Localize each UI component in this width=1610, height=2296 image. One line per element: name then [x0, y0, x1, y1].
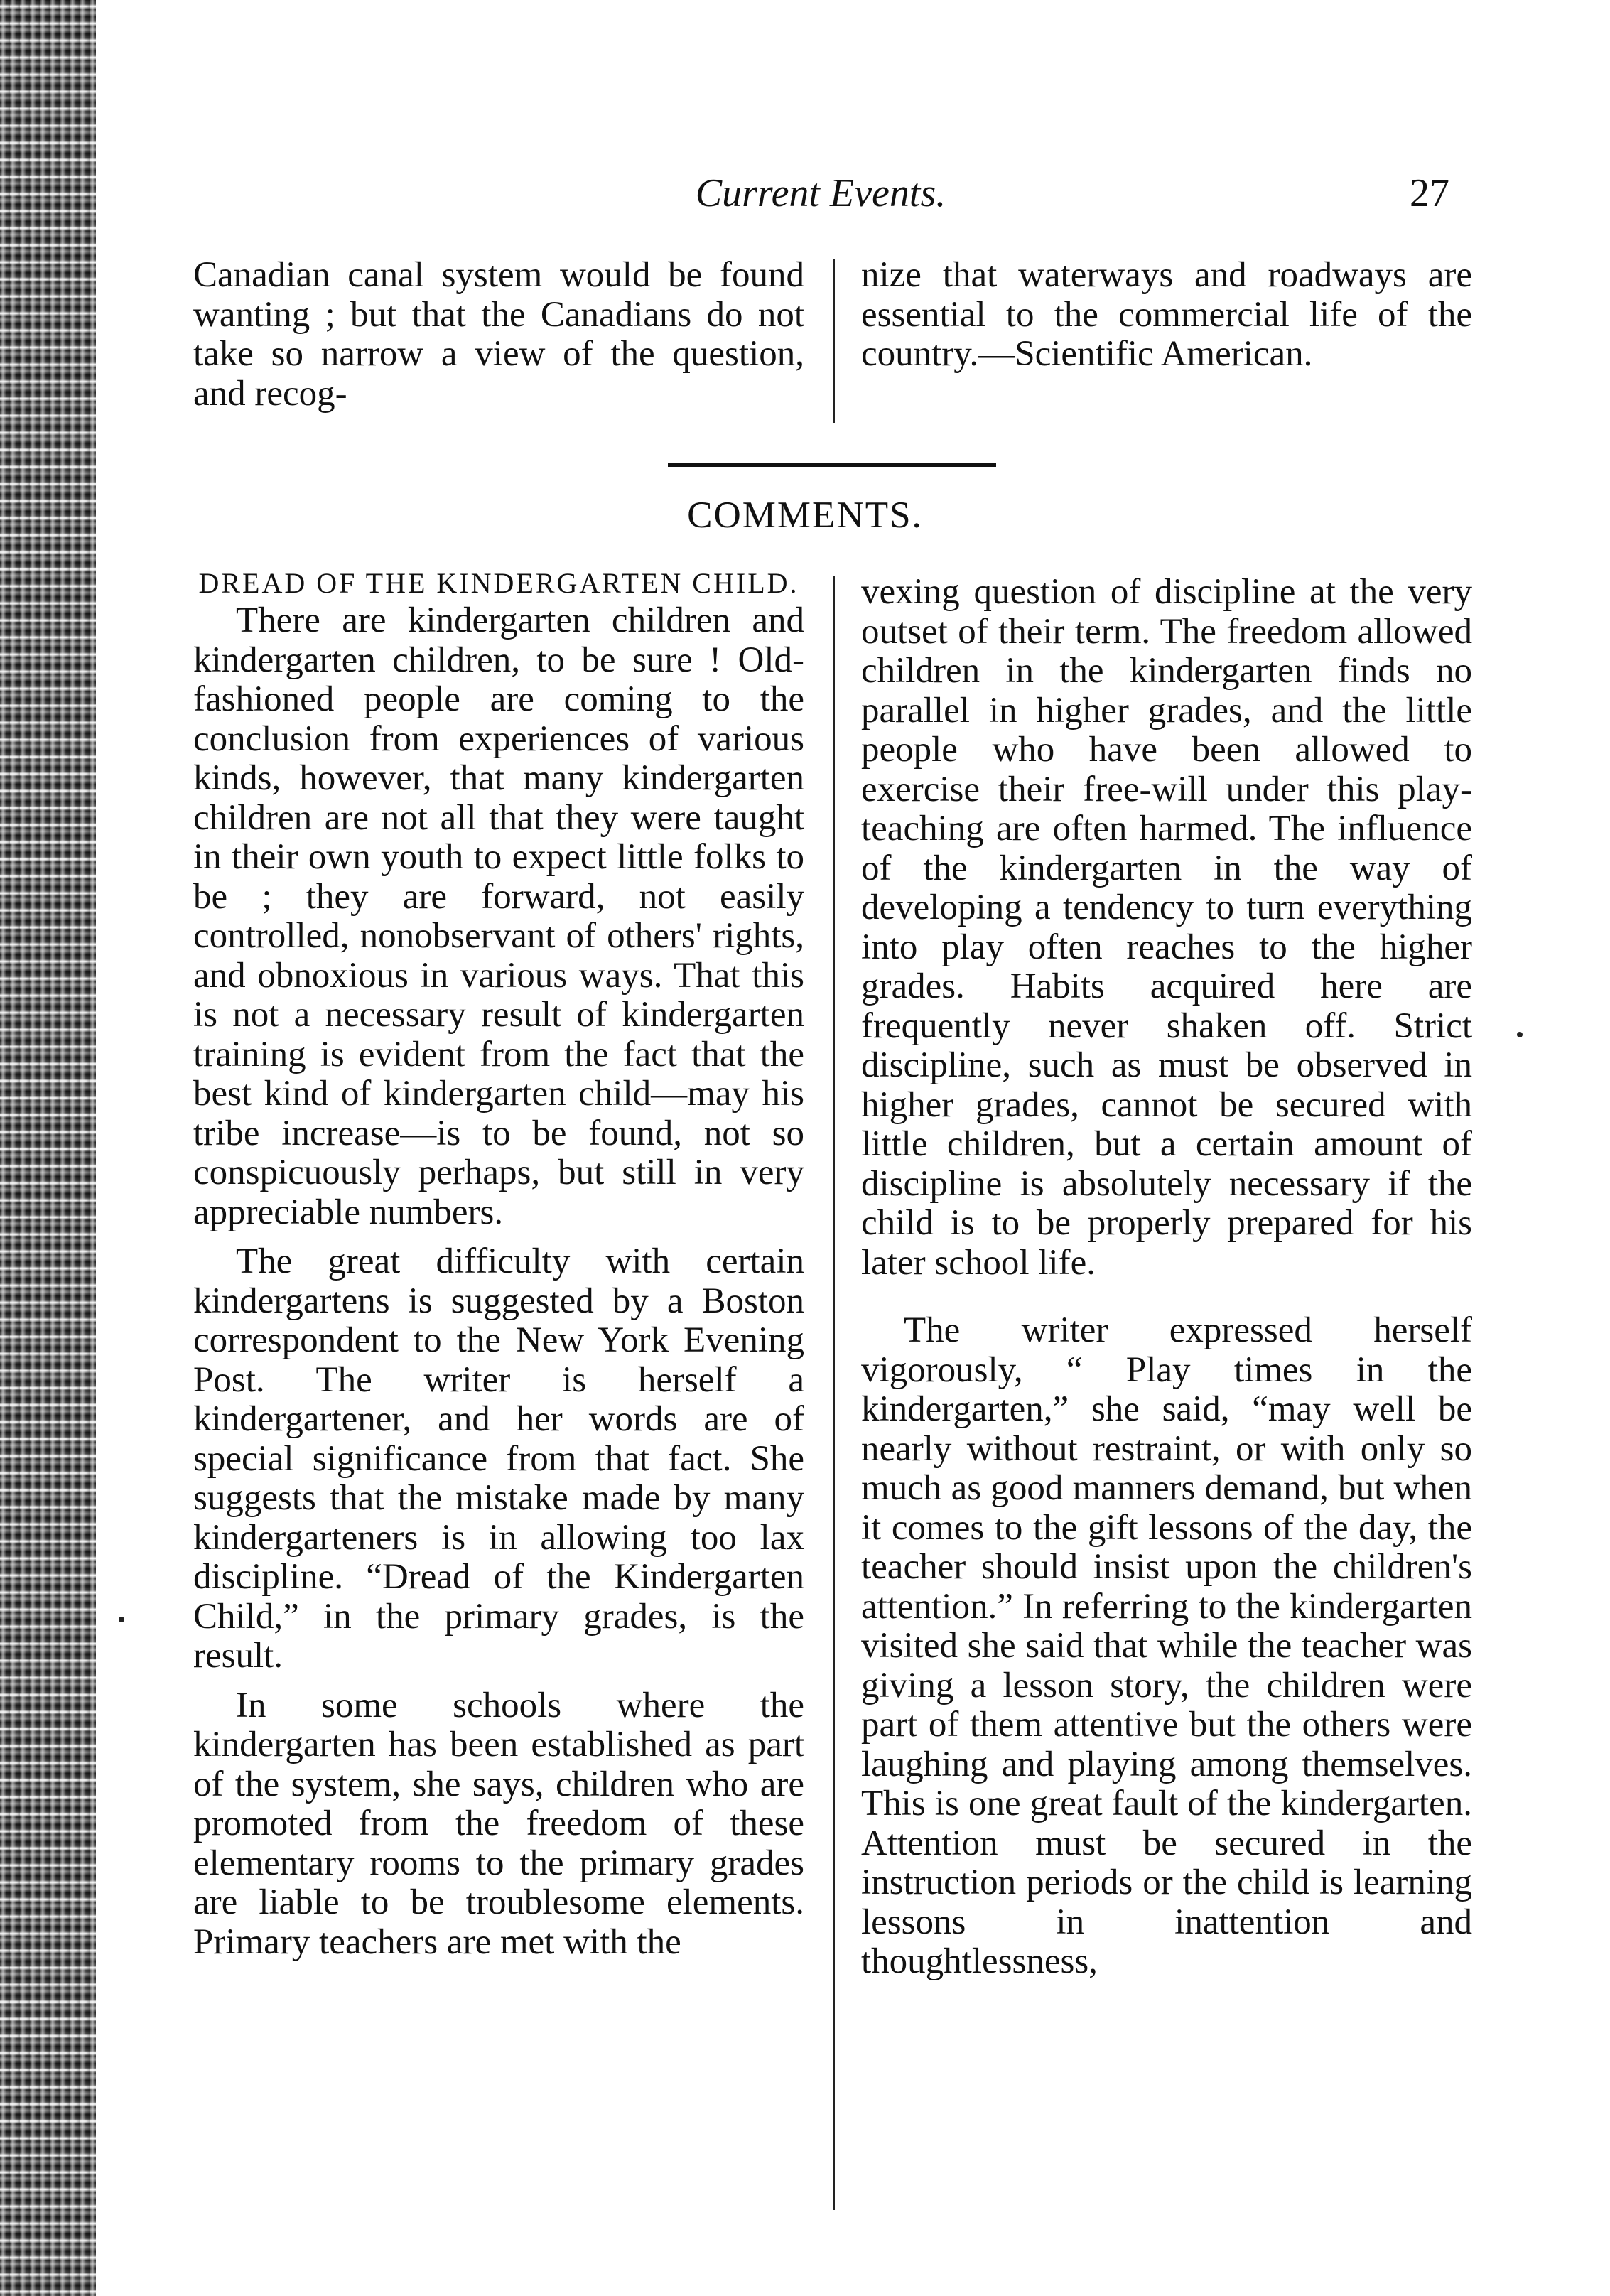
article-paragraph: The great difficulty with certain kindergartens is suggested by a Boston correspondent to the New York Evening Post. The writer is herself a kindergartener, and her words are of special significance from that fact. She suggests that the mistake made by many kindergarteners is in allowing too lax discipline. “Dread of the Kindergarten Child,” in the primary grades, is the result.	[193, 1241, 804, 1676]
continued-paragraph-right: nize that waterways and roadways are essential to the commercial life of the country.—Scientific American.	[861, 255, 1472, 374]
article-paragraph: vexing question of discipline at the very outset of their term. The freedom allowed children in the kindergarten finds no parallel in higher grades, and the little people who have been allowed to exercise their free-will under this play-teaching are often harmed. The influence of the kindergarten in the way of developing a tendency to turn everything into play often reaches to the higher grades. Habits acquired here are frequently never shaken off. Strict discipline, such as must be observed in higher grades, cannot be secured with little children, but a certain amount of discipline is absolutely necessary if the child is to be properly prepared for his later school life.	[861, 572, 1472, 1283]
page-number: 27	[1410, 171, 1449, 215]
article-right-column	[861, 573, 1472, 1982]
print-speck	[1517, 1032, 1523, 1037]
section-title: COMMENTS.	[687, 495, 923, 536]
running-title: Current Events.	[695, 171, 946, 215]
section-divider-rule	[668, 463, 996, 467]
article-heading: DREAD OF THE KINDERGARTEN CHILD.	[198, 567, 799, 599]
print-speck	[119, 1617, 124, 1622]
article-paragraph: The writer expressed herself vigorously, “ Play times in the kindergarten,” she said, “may well be nearly without restraint, or with only so much as good manners demand, but when it comes to the gift lessons of the day, the teacher should insist upon the children's attention.” In referring to the kindergarten visited she said that while the teacher was giving a lesson story, the children were part of them attentive but the others were laughing and playing among themselves. This is one great fault of the kindergarten. Attention must be secured in the instruction periods or the child is learning lessons in inattention and thoughtlessness,	[861, 1310, 1472, 1981]
book-binding-edge	[0, 0, 96, 2296]
top-right-column	[861, 256, 1472, 374]
top-left-column	[193, 256, 804, 414]
page-header	[192, 171, 1449, 227]
column-divider-top	[833, 259, 835, 423]
column-divider-main	[833, 576, 835, 2210]
article-paragraph: There are kindergarten children and kindergarten children, to be sure ! Old-fashioned people are coming to the conclusion from experiences of various kinds, however, that many kindergarten children are not all that they were taught in their own youth to expect little folks to be ; they are forward, not easily controlled, nonobservant of others' rights, and obnoxious in various ways. That this is not a necessary result of kindergarten training is evident from the fact that the best kind of kindergarten child—may his tribe increase—is to be found, not so conspicuously perhaps, but still in very appreciable numbers.	[193, 600, 804, 1232]
article-left-column	[193, 566, 804, 1962]
continued-paragraph-left: Canadian canal system would be found wanting ; but that the Canadians do not take so narrow a view of the question, and recog-	[193, 255, 804, 414]
article-paragraph: In some schools where the kindergarten has been established as part of the system, she says, children who are promoted from the freedom of these elementary rooms to the primary grades are liable to be troublesome elements. Primary teachers are met with the	[193, 1685, 804, 1962]
